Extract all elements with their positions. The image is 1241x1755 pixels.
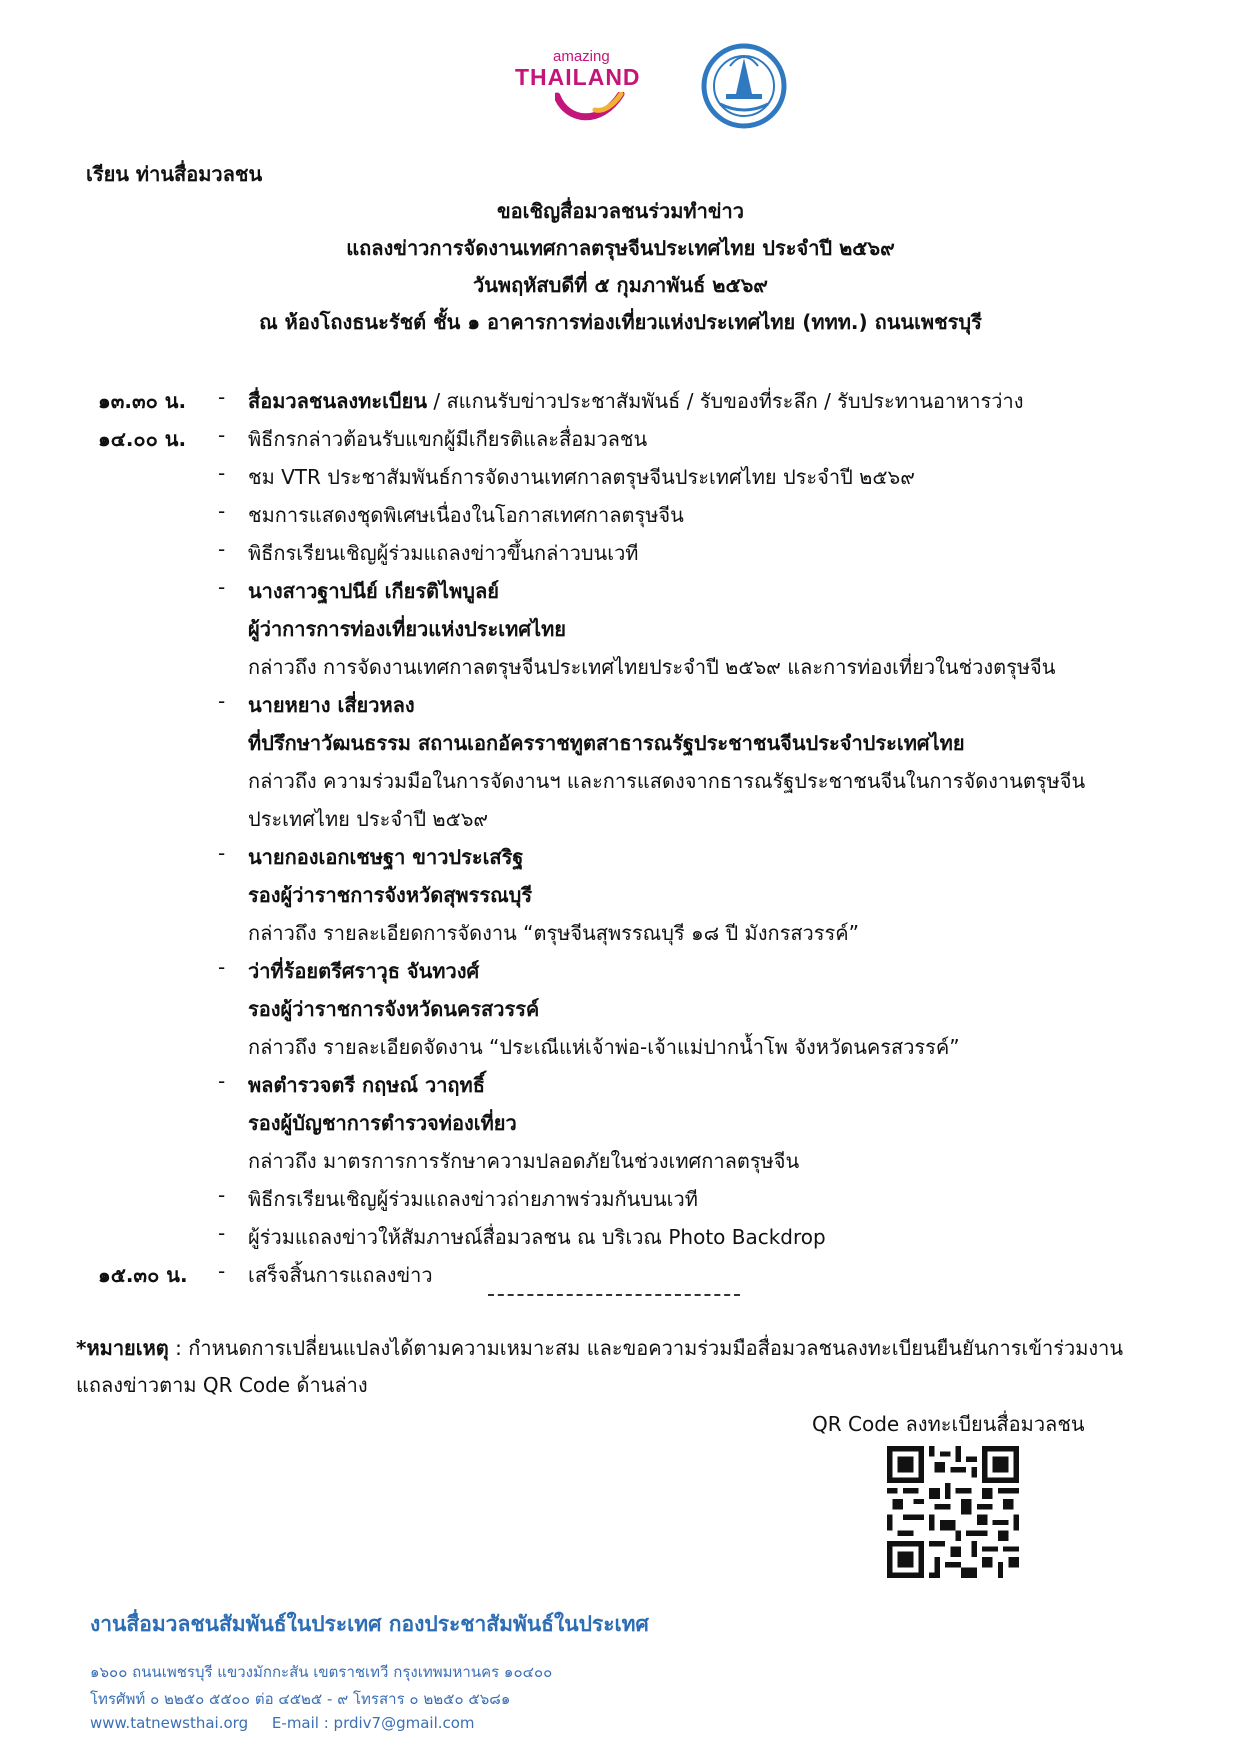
- bullet-dash: -: [218, 841, 226, 865]
- remark: [76, 1330, 1166, 1404]
- speaker-5-topic: กล่าวถึง มาตรการการรักษาความปลอดภัยในช่วงเทศกาลตรุษจีน: [248, 1149, 800, 1173]
- footer-web-email[interactable]: www.tatnewsthai.org E-mail : prdiv7@gmail.com: [90, 1714, 475, 1732]
- heading-line-4: ณ ห้องโถงธนะรัชต์ ชั้น ๑ อาคารการท่องเที่ยวแห่งประเทศไทย (ททท.) ถนนเพชรบุรี: [259, 310, 982, 334]
- speaker-4-title: รองผู้ว่าราชการจังหวัดนครสวรรค์: [248, 997, 540, 1021]
- time-1400: ๑๔.๐๐ น.: [98, 427, 187, 451]
- amazing-thailand-logo: [515, 48, 655, 128]
- footer-phone: โทรศัพท์ ๐ ๒๒๕๐ ๕๕๐๐ ต่อ ๔๕๒๕ - ๙ โทรสาร ๐ ๒๒๕๐ ๕๖๘๑: [90, 1690, 511, 1708]
- bullet-dash: -: [218, 955, 226, 979]
- dashed-separator: [488, 1294, 740, 1296]
- footer-address: ๑๖๐๐ ถนนเพชรบุรี แขวงมักกะสัน เขตราชเทวี กรุงเทพมหานคร ๑๐๔๐๐: [90, 1663, 553, 1681]
- remark-label: *หมายเหตุ: [76, 1336, 169, 1360]
- registration-bold: สื่อมวลชนลงทะเบียน: [248, 389, 428, 413]
- bullet-dash: -: [218, 689, 226, 713]
- agenda-item-registration: [248, 385, 1024, 417]
- bullet-dash: -: [218, 1183, 226, 1207]
- speaker-1-topic: กล่าวถึง การจัดงานเทศกาลตรุษจีนประเทศไทยประจำปี ๒๕๖๙ และการท่องเที่ยวในช่วงตรุษจีน: [248, 655, 1056, 679]
- salutation: เรียน ท่านสื่อมวลชน: [86, 162, 263, 186]
- agenda-item-photo: พิธีกรเรียนเชิญผู้ร่วมแถลงข่าวถ่ายภาพร่วมกันบนเวที: [248, 1187, 698, 1211]
- bullet-dash: -: [218, 461, 226, 485]
- speaker-4-name: ว่าที่ร้อยตรีศราวุธ จันทวงศ์: [248, 959, 480, 983]
- time-1330: ๑๓.๓๐ น.: [98, 389, 187, 413]
- bullet-dash: -: [218, 385, 226, 409]
- smile-swoosh-icon: [555, 92, 625, 126]
- qr-code-icon[interactable]: [887, 1446, 1019, 1578]
- bullet-dash: -: [218, 1069, 226, 1093]
- logo-amazing-text: amazing: [553, 48, 610, 65]
- speaker-1-name: นางสาวฐาปนีย์ เกียรติไพบูลย์: [248, 579, 499, 603]
- agenda-item-end: เสร็จสิ้นการแถลงข่าว: [248, 1263, 433, 1287]
- speaker-3-name: นายกองเอกเชษฐา ขาวประเสริฐ: [248, 845, 524, 869]
- heading-line-1: ขอเชิญสื่อมวลชนร่วมทำข่าว: [497, 199, 744, 223]
- heading-line-3: วันพฤหัสบดีที่ ๕ กุมภาพันธ์ ๒๕๖๙: [473, 273, 768, 297]
- logo-thailand-text: THAILAND: [515, 64, 641, 90]
- speaker-2-topic: กล่าวถึง ความร่วมมือในการจัดงานฯ และการแสดงจากธารณรัฐประชาชนจีนในการจัดงานตรุษจีน: [248, 769, 1086, 793]
- qr-label: QR Code ลงทะเบียนสื่อมวลชน: [812, 1412, 1085, 1436]
- speaker-5-name: พลตำรวจตรี กฤษณ์ วาฤทธิ์: [248, 1073, 485, 1097]
- agenda-item-invite-stage: พิธีกรเรียนเชิญผู้ร่วมแถลงข่าวขึ้นกล่าวบนเวที: [248, 541, 639, 565]
- agenda-item-vtr: ชม VTR ประชาสัมพันธ์การจัดงานเทศกาลตรุษจีนประเทศไทย ประจำปี ๒๕๖๙: [248, 465, 915, 489]
- time-1530: ๑๕.๓๐ น.: [98, 1263, 188, 1287]
- speaker-1-title: ผู้ว่าการการท่องเที่ยวแห่งประเทศไทย: [248, 617, 566, 641]
- bullet-dash: -: [218, 1259, 226, 1283]
- footer-department: งานสื่อมวลชนสัมพันธ์ในประเทศ กองประชาสัมพันธ์ในประเทศ: [90, 1612, 649, 1636]
- speaker-3-topic: กล่าวถึง รายละเอียดการจัดงาน “ตรุษจีนสุพรรณบุรี ๑๘ ปี มังกรสวรรค์”: [248, 921, 860, 945]
- speaker-2-name: นายหยาง เสี่ยวหลง: [248, 693, 415, 717]
- speaker-2-topic-cont: ประเทศไทย ประจำปี ๒๕๖๙: [248, 807, 489, 831]
- agenda-item-interview: ผู้ร่วมแถลงข่าวให้สัมภาษณ์สื่อมวลชน ณ บริเวณ Photo Backdrop: [248, 1225, 826, 1249]
- bullet-dash: -: [218, 499, 226, 523]
- speaker-3-title: รองผู้ว่าราชการจังหวัดสุพรรณบุรี: [248, 883, 533, 907]
- bullet-dash: -: [218, 423, 226, 447]
- bullet-dash: -: [218, 537, 226, 561]
- agenda-item-welcome: พิธีกรกล่าวต้อนรับแขกผู้มีเกียรติและสื่อมวลชน: [248, 427, 648, 451]
- bullet-dash: -: [218, 575, 226, 599]
- agenda-item-show: ชมการแสดงชุดพิเศษเนื่องในโอกาสเทศกาลตรุษจีน: [248, 503, 684, 527]
- speaker-2-title: ที่ปรึกษาวัฒนธรรม สถานเอกอัครราชทูตสาธารณรัฐประชาชนจีนประจำประเทศไทย: [248, 731, 965, 755]
- heading-line-2: แถลงข่าวการจัดงานเทศกาลตรุษจีนประเทศไทย ประจำปี ๒๕๖๙: [346, 236, 895, 260]
- remark-text: : กำหนดการเปลี่ยนแปลงได้ตามความเหมาะสม และขอความร่วมมือสื่อมวลชนลงทะเบียนยืนยันการเข้าร่วมงาน แถลงข่าวตาม QR Code ด้านล่าง: [76, 1336, 1124, 1397]
- speaker-4-topic: กล่าวถึง รายละเอียดจัดงาน “ประเณีแห่เจ้าพ่อ-เจ้าแม่ปากน้ำโพ จังหวัดนครสวรรค์”: [248, 1035, 960, 1059]
- registration-rest: / สแกนรับข่าวประชาสัมพันธ์ / รับของที่ระลึก / รับประทานอาหารว่าง: [427, 389, 1024, 413]
- speaker-5-title: รองผู้บัญชาการตำรวจท่องเที่ยว: [248, 1111, 517, 1135]
- bullet-dash: -: [218, 1221, 226, 1245]
- tat-seal-icon: [700, 42, 788, 130]
